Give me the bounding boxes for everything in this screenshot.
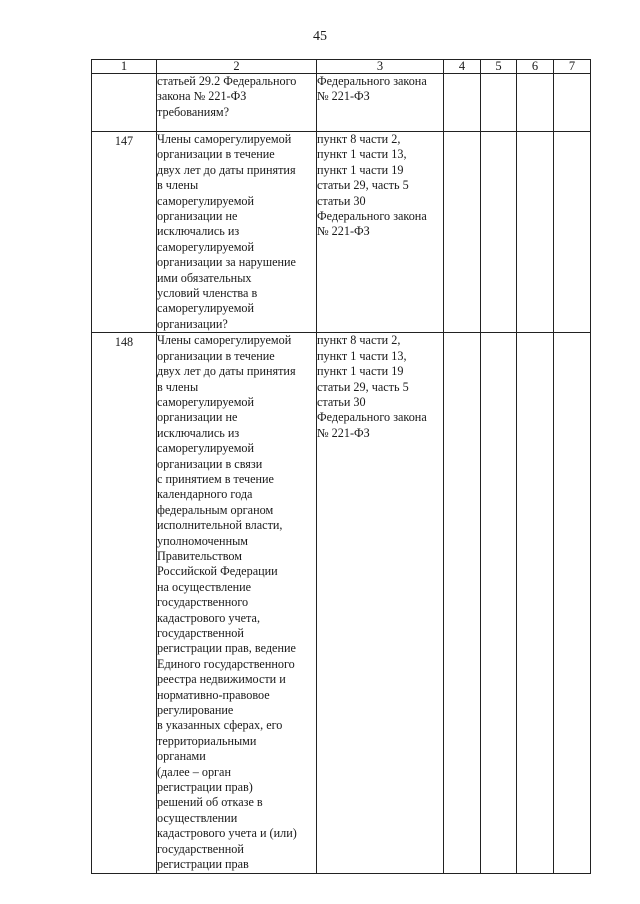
- empty-cell-6: [517, 333, 554, 873]
- text-line: условий членства в: [157, 286, 258, 301]
- text-line: организации в связи: [157, 456, 263, 471]
- text-line: регистрации прав: [157, 857, 249, 872]
- table-row-continuation: [92, 74, 591, 132]
- text-line: пункт 8 части 2,: [317, 333, 401, 348]
- empty-cell-6: [517, 74, 554, 132]
- text-line: Члены саморегулируемой: [157, 333, 292, 348]
- text-line: регулирование: [157, 703, 234, 718]
- empty-cell-7: [554, 333, 591, 873]
- empty-cell-7: [554, 74, 591, 132]
- question-cell: [157, 74, 317, 132]
- empty-cell-5: [481, 74, 517, 132]
- text-line: статьи 30: [317, 394, 366, 409]
- text-line: исключались из: [157, 425, 240, 440]
- text-line: федеральным органом: [157, 502, 274, 517]
- text-line: пункт 1 части 13,: [317, 348, 407, 363]
- question-cell: [157, 132, 317, 333]
- text-line: нормативно-правовое: [157, 687, 270, 702]
- text-line: статьи 29, часть 5: [317, 379, 409, 394]
- text-line: пункт 8 части 2,: [317, 132, 401, 146]
- empty-cell-5: [481, 132, 517, 333]
- text-line: исключались из: [157, 224, 240, 239]
- text-line: исполнительной власти,: [157, 518, 283, 533]
- text-line: двух лет до даты принятия: [157, 364, 296, 379]
- question-cell: [157, 333, 317, 873]
- text-line: государственного: [157, 595, 249, 610]
- empty-cell-4: [444, 74, 481, 132]
- text-line: уполномоченным: [157, 533, 248, 548]
- text-line: реестра недвижимости и: [157, 672, 286, 687]
- text-line: организации в течение: [157, 147, 275, 162]
- text-line: территориальными: [157, 733, 257, 748]
- text-line: в члены: [157, 379, 199, 394]
- text-line: № 221-ФЗ: [317, 224, 370, 239]
- header-col-3: 3: [317, 60, 444, 74]
- text-line: пункт 1 части 19: [317, 162, 404, 177]
- row-number: 148: [114, 335, 134, 350]
- page-number: 45: [313, 29, 327, 44]
- empty-cell-5: [481, 333, 517, 873]
- text-line: организации не: [157, 410, 238, 425]
- text-line: на осуществление: [157, 579, 252, 594]
- reference-cell: [317, 74, 444, 132]
- header-col-4: 4: [444, 60, 481, 74]
- text-line: ими обязательных: [157, 270, 252, 285]
- text-line: организации за нарушение: [157, 255, 296, 270]
- text-line: организации?: [157, 316, 228, 331]
- text-line: саморегулируемой: [157, 394, 255, 409]
- row-number-cell: [92, 333, 157, 873]
- text-line: в указанных сферах, его: [157, 718, 283, 733]
- text-line: пункт 1 части 13,: [317, 147, 407, 162]
- text-line: саморегулируемой: [157, 193, 255, 208]
- row-number: [92, 74, 156, 76]
- requirements-table: [91, 59, 591, 874]
- text-line: Федерального закона: [317, 209, 427, 224]
- text-line: Единого государственного: [157, 656, 295, 671]
- empty-cell-4: [444, 333, 481, 873]
- text-line: государственной: [157, 841, 244, 856]
- text-line: регистрации прав, ведение: [157, 641, 296, 656]
- text-line: государственной: [157, 626, 244, 640]
- text-line: двух лет до даты принятия: [157, 162, 296, 177]
- header-col-2: 2: [157, 60, 317, 74]
- text-line: регистрации прав): [157, 780, 253, 795]
- table-row-147: [92, 132, 591, 333]
- header-col-5: 5: [481, 60, 517, 74]
- text-line: Правительством: [157, 548, 242, 563]
- text-line: № 221-ФЗ: [317, 89, 370, 104]
- text-line: саморегулируемой: [157, 441, 255, 456]
- text-line: решений об отказе в: [157, 795, 263, 810]
- row-number-cell: [92, 132, 157, 333]
- row-number: 147: [114, 134, 134, 148]
- text-line: статьи 29, часть 5: [317, 178, 409, 193]
- text-line: календарного года: [157, 487, 253, 502]
- header-row: [92, 60, 591, 74]
- text-line: организации не: [157, 209, 238, 224]
- header-col-1: 1: [92, 60, 157, 74]
- text-line: кадастрового учета,: [157, 610, 260, 625]
- text-line: закона № 221-ФЗ: [157, 89, 247, 104]
- text-line: требованиям?: [157, 104, 230, 119]
- text-line: саморегулируемой: [157, 239, 255, 254]
- text-line: статьей 29.2 Федерального: [157, 74, 297, 88]
- text-line: Федерального закона: [317, 74, 427, 88]
- text-line: (далее – орган: [157, 764, 231, 779]
- text-line: организации в течение: [157, 348, 275, 363]
- empty-cell-6: [517, 132, 554, 333]
- empty-cell-7: [554, 132, 591, 333]
- text-line: статьи 30: [317, 193, 366, 208]
- text-line: саморегулируемой: [157, 301, 255, 316]
- header-col-7: 7: [554, 60, 591, 74]
- reference-cell: [317, 333, 444, 873]
- text-line: с принятием в течение: [157, 471, 274, 486]
- reference-cell: [317, 132, 444, 333]
- table-row-148: [92, 333, 591, 873]
- text-line: осуществлении: [157, 810, 238, 825]
- row-number-cell: [92, 74, 157, 132]
- empty-cell-4: [444, 132, 481, 333]
- text-line: органами: [157, 749, 206, 764]
- text-line: пункт 1 части 19: [317, 364, 404, 379]
- text-line: Члены саморегулируемой: [157, 132, 292, 146]
- header-col-6: 6: [517, 60, 554, 74]
- text-line: № 221-ФЗ: [317, 425, 370, 440]
- text-line: кадастрового учета и (или): [157, 826, 297, 841]
- text-line: Федерального закона: [317, 410, 427, 425]
- text-line: Российской Федерации: [157, 564, 278, 579]
- text-line: в члены: [157, 178, 199, 193]
